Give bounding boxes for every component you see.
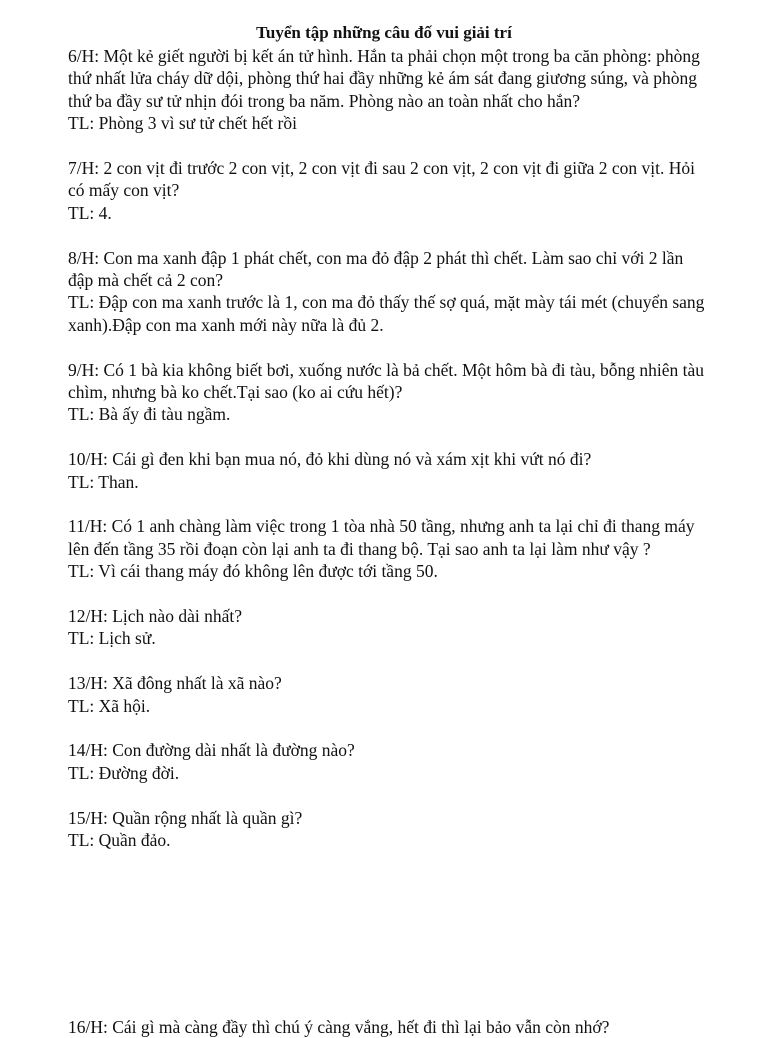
riddle-answer: TL: Lịch sử. <box>68 628 156 649</box>
riddle-answer: TL: Phòng 3 vì sư tử chết hết rồi <box>68 113 297 134</box>
riddle-answer: TL: 4. <box>68 202 112 223</box>
riddle-item-8 <box>68 247 708 337</box>
riddle-question: 15/H: Quần rộng nhất là quần gì? <box>68 807 303 828</box>
riddle-item-6 <box>68 45 708 135</box>
riddle-item-10 <box>68 448 708 493</box>
riddle-question: 9/H: Có 1 bà kia không biết bơi, xuống nước là bả chết. Một hôm bà đi tàu, bỗng nhiên tàu chìm, nhưng bà ko chết.Tại sao (ko ai cứu hết)? <box>68 359 705 403</box>
riddle-answer: TL: Vì cái thang máy đó không lên được tới tầng 50. <box>68 561 438 582</box>
riddle-item-14 <box>68 739 708 784</box>
riddle-item-7 <box>68 157 708 224</box>
riddle-question: 8/H: Con ma xanh đập 1 phát chết, con ma đỏ đập 2 phát thì chết. Làm sao chỉ với 2 lần đập mà chết cả 2 con? <box>68 247 684 291</box>
riddle-item-16-partial: 16/H: Cái gì mà càng đầy thì chú ý càng vắng, hết đi thì lại bảo vẫn còn nhớ? <box>68 1017 610 1037</box>
riddle-answer: TL: Bà ấy đi tàu ngầm. <box>68 404 231 425</box>
riddle-list <box>68 45 708 874</box>
riddle-answer: TL: Quần đảo. <box>68 830 171 851</box>
riddle-item-15 <box>68 807 708 852</box>
riddle-question: 11/H: Có 1 anh chàng làm việc trong 1 tòa nhà 50 tầng, nhưng anh ta lại chỉ đi thang máy lên đến tầng 35 rồi đoạn còn lại anh ta đi thang bộ. Tại sao anh ta lại làm như vậy ? <box>68 516 695 559</box>
riddle-question: 7/H: 2 con vịt đi trước 2 con vịt, 2 con vịt đi sau 2 con vịt, 2 con vịt đi giữa 2 con vịt. Hỏi có mấy con vịt? <box>68 158 696 201</box>
riddle-question: 14/H: Con đường dài nhất là đường nào? <box>68 740 355 761</box>
riddle-answer: TL: Đường đời. <box>68 762 180 783</box>
riddle-item-12 <box>68 605 708 650</box>
riddle-question: 13/H: Xã đông nhất là xã nào? <box>68 673 282 694</box>
riddle-answer: TL: Than. <box>68 471 139 492</box>
riddle-answer: TL: Xã hội. <box>68 695 151 716</box>
riddle-question: 6/H: Một kẻ giết người bị kết án tử hình. Hắn ta phải chọn một trong ba căn phòng: phòng thứ nhất lửa cháy dữ dội, phòng thứ hai đầy những kẻ ám sát đang giương súng, và phòng thứ ba đầy sư tử nhịn đói trong ba năm. Phòng nào an toàn nhất cho hắn? <box>68 46 700 111</box>
riddle-item-11 <box>68 515 708 582</box>
riddle-question: 12/H: Lịch nào dài nhất? <box>68 606 242 627</box>
riddle-question: 10/H: Cái gì đen khi bạn mua nó, đỏ khi dùng nó và xám xịt khi vứt nó đi? <box>68 449 592 470</box>
riddle-answer: TL: Đập con ma xanh trước là 1, con ma đỏ thấy thế sợ quá, mặt mày tái mét (chuyển sang xanh).Đập con ma xanh mới này nữa là đủ 2. <box>68 292 705 335</box>
riddle-item-9 <box>68 359 708 426</box>
riddle-item-13 <box>68 672 708 717</box>
document-title: Tuyển tập những câu đố vui giải trí <box>256 23 512 42</box>
